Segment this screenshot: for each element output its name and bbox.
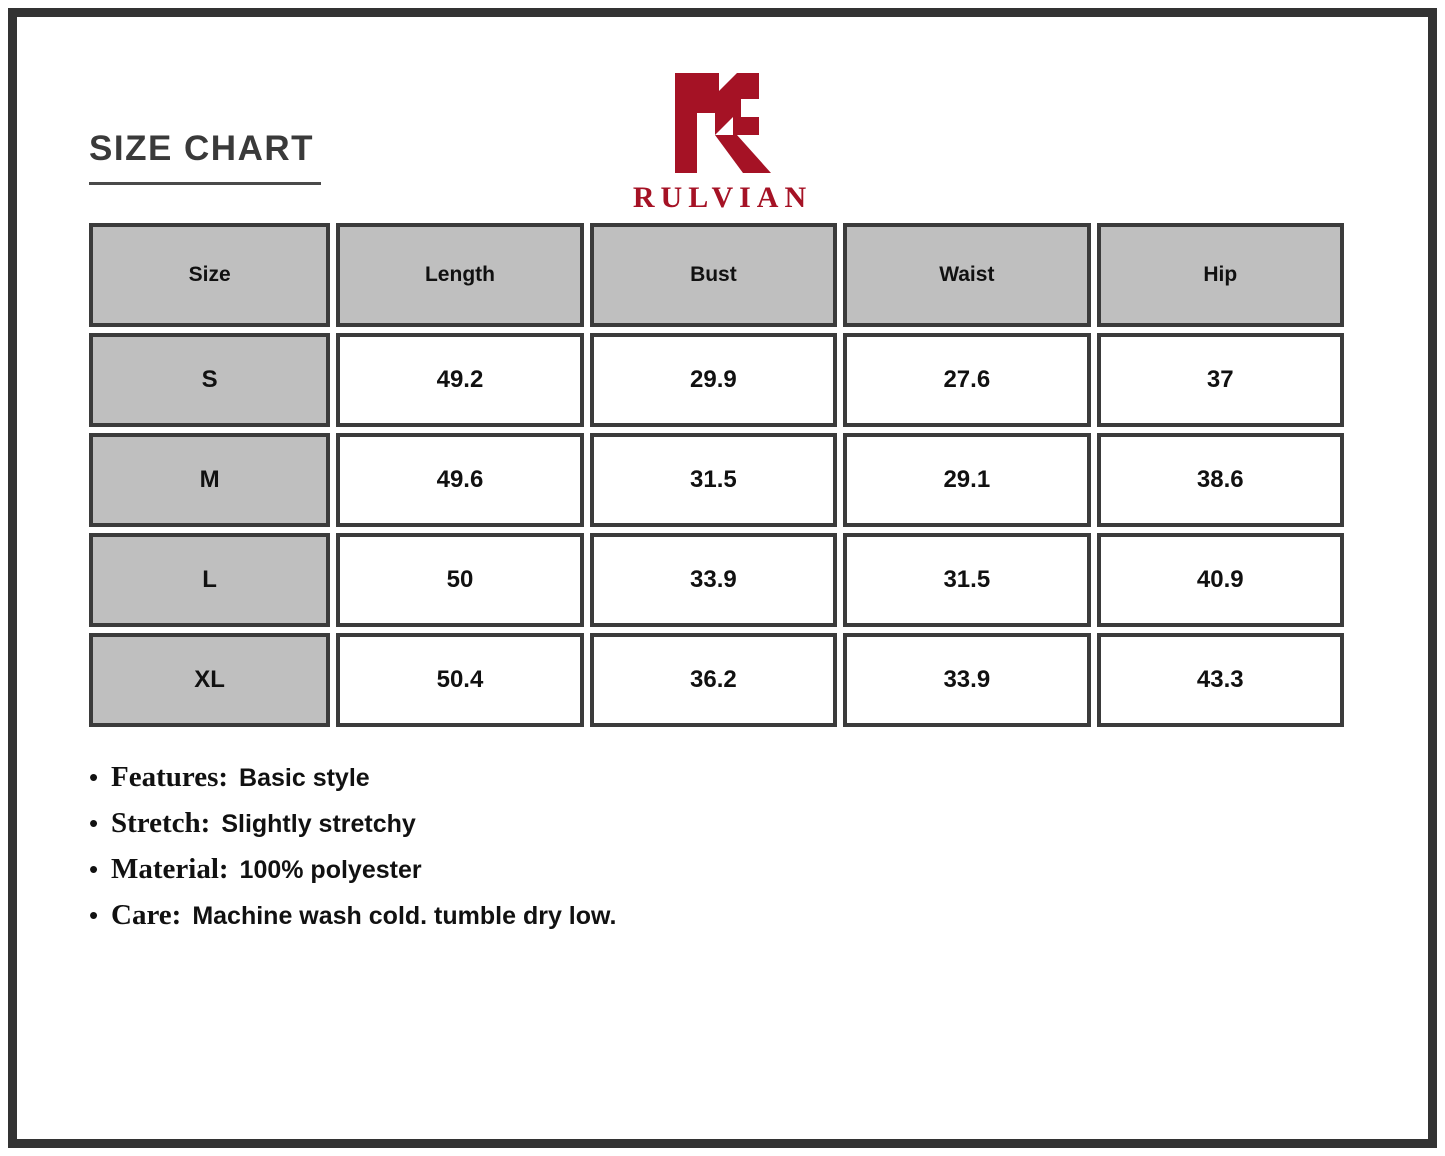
list-item: [89, 899, 1398, 932]
cell-xl-length: 50.4: [336, 633, 583, 727]
table-header-row: [89, 223, 1344, 327]
row-label-xl: XL: [89, 633, 330, 727]
cell-l-length: 50: [336, 533, 583, 627]
table-row: [89, 433, 1344, 527]
detail-label-care: Care:: [111, 899, 182, 931]
bullet-icon: •: [89, 808, 99, 838]
cell-m-length: 49.6: [336, 433, 583, 527]
page-content: [47, 47, 1398, 1109]
cell-m-bust: 31.5: [590, 433, 837, 527]
cell-xl-waist: 33.9: [843, 633, 1090, 727]
cell-m-waist: 29.1: [843, 433, 1090, 527]
detail-label-stretch: Stretch:: [111, 807, 211, 839]
table-row: [89, 533, 1344, 627]
size-table: [83, 217, 1350, 733]
detail-value-care: Machine wash cold. tumble dry low.: [192, 902, 617, 930]
cell-s-waist: 27.6: [843, 333, 1090, 427]
cell-s-bust: 29.9: [590, 333, 837, 427]
list-item: [89, 807, 1398, 840]
brand-block: [47, 69, 1398, 215]
page-header: [47, 47, 1398, 217]
table-row: [89, 633, 1344, 727]
detail-label-material: Material:: [111, 853, 229, 885]
list-item: [89, 761, 1398, 794]
page-title: SIZE CHART: [89, 129, 314, 168]
column-header-hip: Hip: [1097, 223, 1344, 327]
detail-value-features: Basic style: [239, 764, 370, 792]
cell-l-bust: 33.9: [590, 533, 837, 627]
bullet-icon: •: [89, 762, 99, 792]
cell-s-hip: 37: [1097, 333, 1344, 427]
cell-xl-hip: 43.3: [1097, 633, 1344, 727]
row-label-m: M: [89, 433, 330, 527]
column-header-length: Length: [336, 223, 583, 327]
table-row: [89, 333, 1344, 427]
product-details-list: [89, 761, 1398, 932]
column-header-size: Size: [89, 223, 330, 327]
column-header-waist: Waist: [843, 223, 1090, 327]
row-label-l: L: [89, 533, 330, 627]
bullet-icon: •: [89, 900, 99, 930]
cell-xl-bust: 36.2: [590, 633, 837, 727]
cell-s-length: 49.2: [336, 333, 583, 427]
bullet-icon: •: [89, 854, 99, 884]
cell-m-hip: 38.6: [1097, 433, 1344, 527]
cell-l-hip: 40.9: [1097, 533, 1344, 627]
size-table-wrapper: [89, 217, 1356, 733]
page-border: [8, 8, 1437, 1148]
detail-value-stretch: Slightly stretchy: [221, 810, 416, 838]
row-label-s: S: [89, 333, 330, 427]
column-header-bust: Bust: [590, 223, 837, 327]
detail-value-material: 100% polyester: [239, 856, 422, 884]
cell-l-waist: 31.5: [843, 533, 1090, 627]
rulvian-r-logo-icon: [667, 69, 779, 177]
list-item: [89, 853, 1398, 886]
detail-label-features: Features:: [111, 761, 229, 793]
brand-name: RULVIAN: [632, 181, 813, 214]
